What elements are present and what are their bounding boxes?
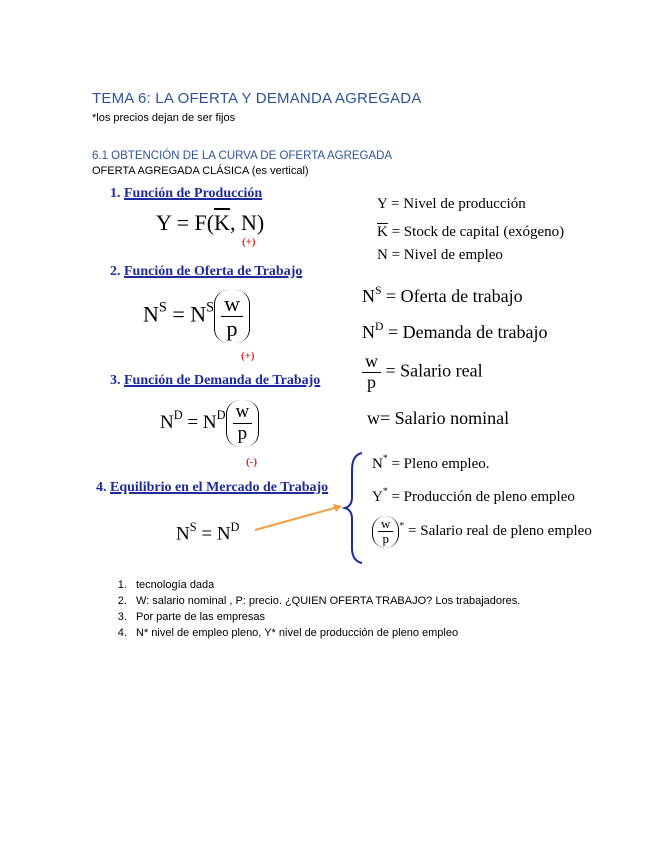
def-nd: $N^D$ = Demanda de trabajo xyxy=(362,320,548,343)
production-function: $Y = F(\overline{K}$, N) xyxy=(156,210,265,235)
section-4-heading: 4. Equilibrio en el Mercado de Trabajo xyxy=(96,480,329,495)
def-y: Y = Nivel de producción xyxy=(377,196,526,212)
section-3-heading: 3. Función de Demanda de Trabajo xyxy=(110,373,321,388)
list-item: 1. tecnología dada xyxy=(130,577,520,593)
labor-demand-function: $N^D = N^D$ $\frac{w}{p}$ xyxy=(160,400,259,447)
def-k: $\overline{K}$ = Stock de capital (exógeno) xyxy=(377,224,565,240)
brace-icon xyxy=(345,453,362,563)
def-wpstar: $\frac{w}{p}$ * = Salario real de pleno empleo xyxy=(372,516,592,548)
list-item: 4. N* nivel de empleo pleno, Y* nivel de producción de pleno empleo xyxy=(130,625,520,641)
def-wp: $\frac{w}{p}$ = Salario real xyxy=(362,352,483,393)
labor-supply-function: $N^S = N^S$ $\frac{w}{p}$ xyxy=(143,290,250,343)
page-title: TEMA 6: LA OFERTA Y DEMANDA AGREGADA xyxy=(92,90,422,107)
section-1-heading: 1. Función de Producción xyxy=(110,186,263,201)
notes-list xyxy=(112,577,520,641)
def-ystar: Y* = Producción de pleno empleo xyxy=(372,486,575,505)
list-item: 3. Por parte de las empresas xyxy=(130,609,520,625)
sign-plus: (+) xyxy=(242,236,256,248)
def-n: N = Nivel de empleo xyxy=(377,247,503,263)
note: *los precios dejan de ser fijos xyxy=(92,112,236,124)
def-ns: $N^S$ = Oferta de trabajo xyxy=(362,284,523,307)
list-item: 2. W: salario nominal , P: precio. ¿QUIEN OFERTA TRABAJO? Los trabajadores. xyxy=(130,593,520,609)
sign-minus: (-) xyxy=(246,456,257,468)
equilibrium-equation: $N^S = N^D$ xyxy=(176,520,240,545)
subsection-heading: OFERTA AGREGADA CLÁSICA (es vertical) xyxy=(92,165,309,177)
section-2-heading: 2. Función de Oferta de Trabajo xyxy=(110,264,303,279)
def-nstar: N* = Pleno empleo. xyxy=(372,453,490,472)
section-heading: 6.1 OBTENCIÓN DE LA CURVA DE OFERTA AGREGADA xyxy=(92,150,393,162)
arrow-icon xyxy=(255,507,338,530)
sign-plus: (+) xyxy=(241,350,255,362)
def-w: w= Salario nominal xyxy=(367,408,510,428)
